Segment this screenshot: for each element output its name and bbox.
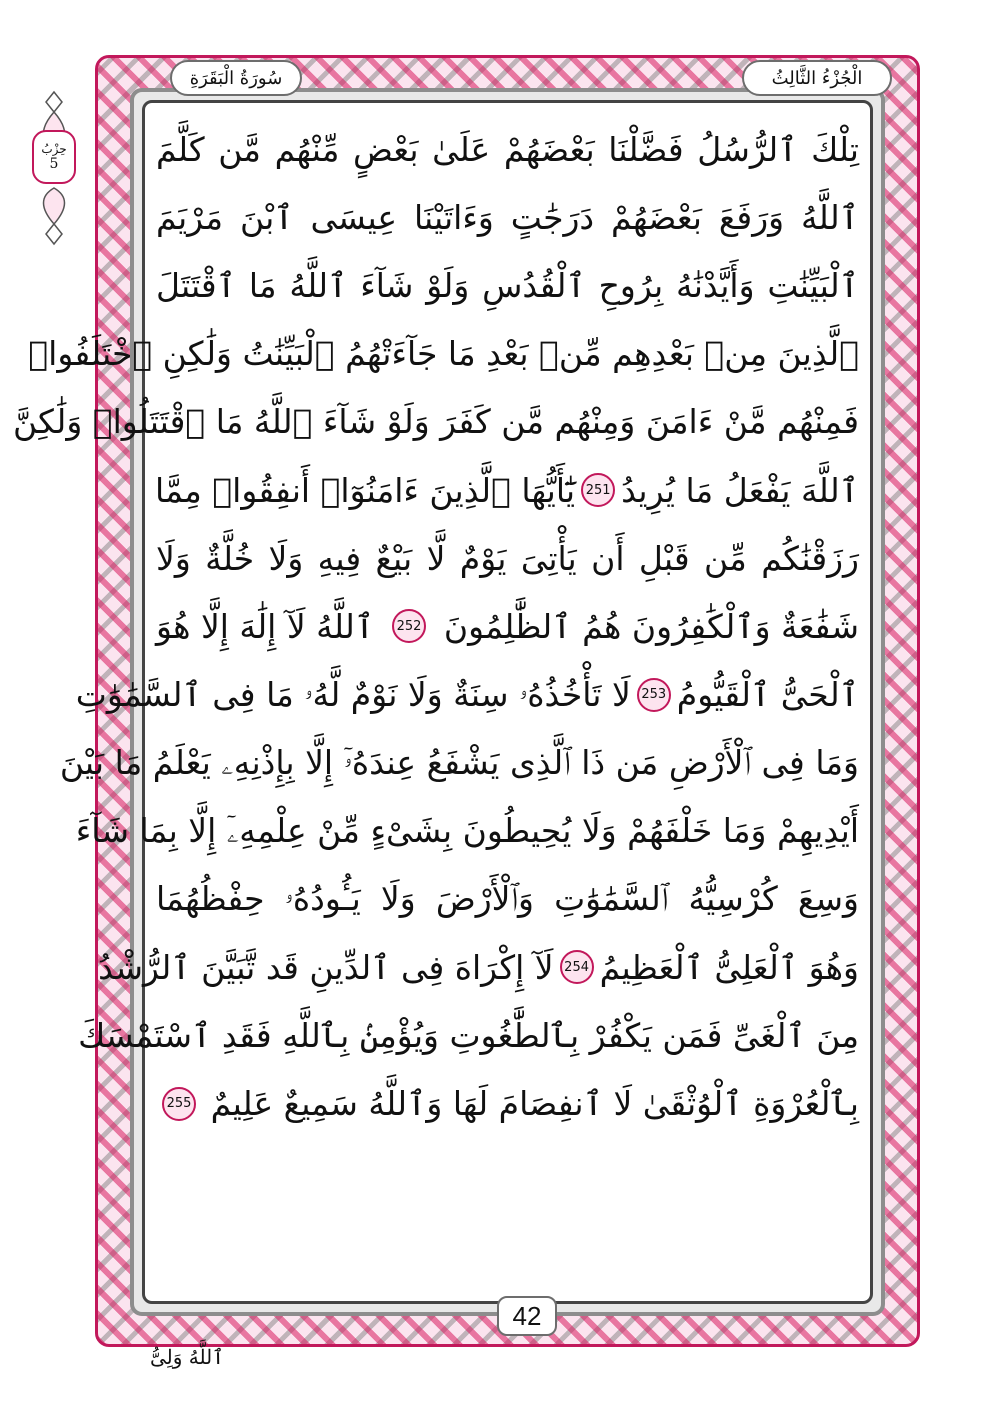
verse-line-text: رَزَقْنَٰكُم مِّن قَبْلِ أَن يَأْتِىَ يَوْمٌ لَّا بَيْعٌ فِيهِ وَلَا خُلَّةٌ وَلَا (156, 538, 859, 578)
verse-line-text: ٱلَّذِينَ مِنۢ بَعْدِهِم مِّنۢ بَعْدِ مَا جَآءَتْهُمُ ٱلْبَيِّنَٰتُ وَلَٰكِنِ ٱخْتَلَفُوا۟ (28, 334, 859, 374)
verse-line-text: أَيْدِيهِمْ وَمَا خَلْفَهُمْ وَلَا يُحِيطُونَ بِشَىْءٍ مِّنْ عِلْمِهِۦٓ إِلَّا بِمَا شَآءَ (75, 810, 859, 850)
ayah-number-marker: 255 (162, 1087, 196, 1121)
verse-line-text: تِلْكَ ٱلرُّسُلُ فَضَّلْنَا بَعْضَهُمْ عَلَىٰ بَعْضٍ مِّنْهُم مَّن كَلَّمَ (156, 129, 859, 169)
ayah-number-marker: 254 (560, 950, 594, 984)
verse-line-text: يَٰٓأَيُّهَا ٱلَّذِينَ ءَامَنُوٓا۟ أَنفِقُوا۟ مِمَّا (155, 470, 576, 510)
verse-line-text: بِٱلْعُرْوَةِ ٱلْوُثْقَىٰ لَا ٱنفِصَامَ لَهَا وَٱللَّهُ سَمِيعٌ عَلِيمٌ (210, 1084, 859, 1124)
verse-line (75, 797, 865, 865)
verse-line-text: لَا تَأْخُذُهُۥ سِنَةٌ وَلَا نَوْمٌ لَّهُۥ مَا فِى ٱلسَّمَٰوَٰتِ (75, 674, 631, 714)
verse-line-text: ٱللَّهُ لَآ إِلَٰهَ إِلَّا هُوَ (156, 606, 375, 646)
verse-line-text: ٱلْبَيِّنَٰتِ وَأَيَّدْنَٰهُ بِرُوحِ ٱلْقُدُسِ وَلَوْ شَآءَ ٱللَّهُ مَا ٱقْتَتَلَ (156, 265, 859, 305)
hizb-number: 5 (49, 156, 59, 172)
verse-line (98, 933, 865, 1001)
hizb-badge (32, 130, 76, 184)
verse-line-text: ٱللَّهُ وَرَفَعَ بَعْضَهُمْ دَرَجَٰتٍ وَءَاتَيْنَا عِيسَى ٱبْنَ مَرْيَمَ (156, 197, 859, 237)
verse-line-text: لَآ إِكْرَاهَ فِى ٱلدِّينِ قَد تَّبَيَّنَ ٱلرُّشْدُ (98, 947, 554, 987)
verse-line (150, 1070, 865, 1138)
verse-line-text: وَهُوَ ٱلْعَلِىُّ ٱلْعَظِيمُ (599, 947, 859, 987)
verse-line (150, 456, 865, 524)
ayah-number-marker: 253 (637, 678, 671, 712)
verse-line-text: فَمِنْهُم مَّنْ ءَامَنَ وَمِنْهُم مَّن كَفَرَ وَلَوْ شَآءَ ٱللَّهُ مَا ٱقْتَتَلُوا۟ وَلَٰكِنَّ (12, 402, 859, 442)
verse-line-text: مِنَ ٱلْغَىِّ فَمَن يَكْفُرْ بِٱلطَّٰغُوتِ وَيُؤْمِنۢ بِٱللَّهِ فَقَدِ ٱسْتَمْسَكَ (78, 1016, 859, 1056)
verse-line (150, 865, 865, 933)
verse-line (75, 661, 865, 729)
verse-line (150, 115, 865, 183)
page-number: 42 (497, 1296, 557, 1336)
ayah-number-marker: 252 (392, 609, 426, 643)
verse-line-text: ٱلْحَىُّ ٱلْقَيُّومُ (676, 675, 859, 715)
verse-line-text: وَسِعَ كُرْسِيُّهُ ٱلسَّمَٰوَٰتِ وَٱلْأَرْضَ وَلَا يَـُٔودُهُۥ حِفْظُهُمَا (156, 879, 859, 919)
verse-line-text: وَمَا فِى ٱلْأَرْضِ مَن ذَا ٱلَّذِى يَشْفَعُ عِندَهُۥٓ إِلَّا بِإِذْنِهِۦ يَعْلَمُ مَا بَيْنَ (59, 742, 859, 782)
verse-line (150, 592, 865, 660)
verse-line (150, 183, 865, 251)
verse-line (12, 388, 865, 456)
hizb-word: حِزْبُ (41, 142, 67, 156)
catchword: ٱللَّهُ وَلِىُّ (150, 1345, 224, 1369)
verse-line-text: شَفَٰعَةٌ وَٱلْكَٰفِرُونَ هُمُ ٱلظَّٰلِمُونَ (443, 606, 859, 646)
surah-label: سُورَةُ الْبَقَرَةِ (170, 60, 302, 96)
ayah-number-marker: 251 (581, 473, 615, 507)
verse-line (78, 1001, 865, 1069)
verse-line (59, 729, 865, 797)
verse-line (28, 320, 865, 388)
juz-label: الْجُزْءُ الثَّالِثُ (742, 60, 892, 96)
verse-line (150, 251, 865, 319)
verse-line-text: ٱللَّهَ يَفْعَلُ مَا يُرِيدُ (621, 470, 859, 510)
verse-line (150, 524, 865, 592)
